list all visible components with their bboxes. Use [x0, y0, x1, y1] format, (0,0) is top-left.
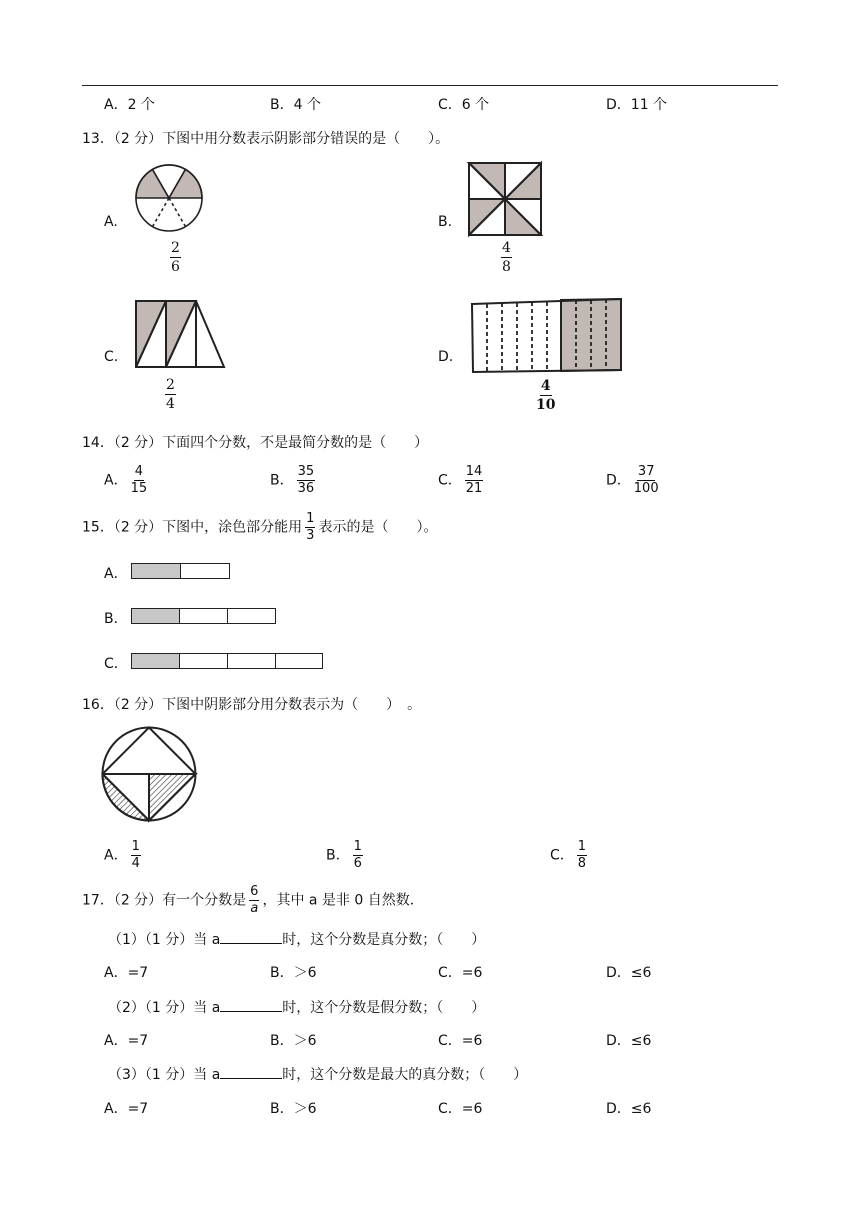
- q17-part1-option-c[interactable]: C．=6: [438, 965, 483, 981]
- q17-part1-option-a[interactable]: A．=7: [104, 965, 149, 981]
- q14-option-c[interactable]: C． $\frac{14}{21}$: [438, 464, 483, 496]
- q16-option-b[interactable]: B． $\frac{1}{6}$: [326, 839, 362, 871]
- q17-part2-option-a[interactable]: A．=7: [104, 1033, 149, 1049]
- q15-bar-c: [131, 653, 324, 669]
- q17-part2-option-c[interactable]: C．=6: [438, 1033, 483, 1049]
- q14-option-a[interactable]: A． $\frac{4}{15}$: [104, 464, 148, 496]
- q17-part2-blank[interactable]: [220, 999, 282, 1012]
- q13-stem: 13．（2 分）下图中用分数表示阴影部分错误的是（ ）。: [82, 131, 450, 147]
- q17-part3-stem: （3）（1 分）当 a 时，这个分数是最大的真分数；（ ）: [108, 1067, 528, 1083]
- q17-part3-blank[interactable]: [220, 1066, 282, 1079]
- q12-option-a[interactable]: A．2 个: [104, 97, 155, 113]
- q13-fraction-b: $\frac{4}{8}$: [502, 240, 511, 275]
- q13-option-a-label[interactable]: A.: [104, 214, 118, 230]
- q17-part2-stem: （2）（1 分）当 a 时，这个分数是假分数；（ ）: [108, 1000, 486, 1016]
- q14-option-b[interactable]: B． $\frac{35}{36}$: [270, 464, 315, 496]
- q17-part2-option-b[interactable]: B．＞6: [270, 1033, 317, 1049]
- q15-option-c-label[interactable]: C．: [104, 656, 128, 672]
- top-rule: [82, 85, 778, 86]
- q13-fraction-d: $\frac{4}{10}$: [536, 378, 556, 413]
- q12-option-b[interactable]: B．4 个: [270, 97, 321, 113]
- q17-part3-option-a[interactable]: A．=7: [104, 1101, 149, 1117]
- q17-part1-option-d[interactable]: D．≤6: [606, 965, 652, 981]
- q17-part3-option-b[interactable]: B．＞6: [270, 1101, 317, 1117]
- q14-option-d[interactable]: D． $\frac{37}{100}$: [606, 464, 659, 496]
- q15-bar-b: [131, 608, 277, 624]
- q13-fraction-c: $\frac{2}{4}$: [166, 377, 175, 412]
- q15-stem: 15．（2 分）下图中，涂色部分能用 $\frac{1}{3}$ 表示的是（ ）。: [82, 511, 438, 543]
- q17-part3-option-c[interactable]: C．=6: [438, 1101, 483, 1117]
- q13-option-b-label[interactable]: B.: [438, 214, 453, 230]
- q13-option-c-label[interactable]: C.: [104, 349, 119, 365]
- q17-part3-option-d[interactable]: D．≤6: [606, 1101, 652, 1117]
- q15-bar-a: [131, 563, 231, 579]
- q13-circle-figure: [131, 160, 207, 236]
- q17-stem: 17．（2 分）有一个分数是 $\frac{6}{a}$ ，其中 a 是非 0 自然数．: [82, 884, 424, 916]
- q16-stem: 16．（2 分）下图中阴影部分用分数表示为（ ） 。: [82, 697, 422, 713]
- q13-square-figure: [469, 163, 541, 235]
- q12-option-d[interactable]: D．11 个: [606, 97, 668, 113]
- q16-option-c[interactable]: C． $\frac{1}{8}$: [550, 839, 587, 871]
- q16-option-a[interactable]: A． $\frac{1}{4}$: [104, 839, 140, 871]
- q17-part1-blank[interactable]: [220, 931, 282, 944]
- q13-rectangle-figure: [470, 298, 624, 374]
- q13-fraction-a: $\frac{2}{6}$: [171, 240, 180, 275]
- q14-stem: 14．（2 分）下面四个分数，不是最简分数的是（ ）: [82, 435, 429, 451]
- q16-circle-figure: [101, 726, 197, 822]
- q17-part1-option-b[interactable]: B．＞6: [270, 965, 317, 981]
- q13-trapezoid-figure: [134, 299, 226, 369]
- q17-part1-stem: （1）（1 分）当 a 时，这个分数是真分数；（ ）: [108, 932, 486, 948]
- q13-option-d-label[interactable]: D.: [438, 349, 454, 365]
- q15-option-a-label[interactable]: A．: [104, 566, 128, 582]
- q17-part2-option-d[interactable]: D．≤6: [606, 1033, 652, 1049]
- q15-option-b-label[interactable]: B．: [104, 611, 128, 627]
- q12-option-c[interactable]: C．6 个: [438, 97, 490, 113]
